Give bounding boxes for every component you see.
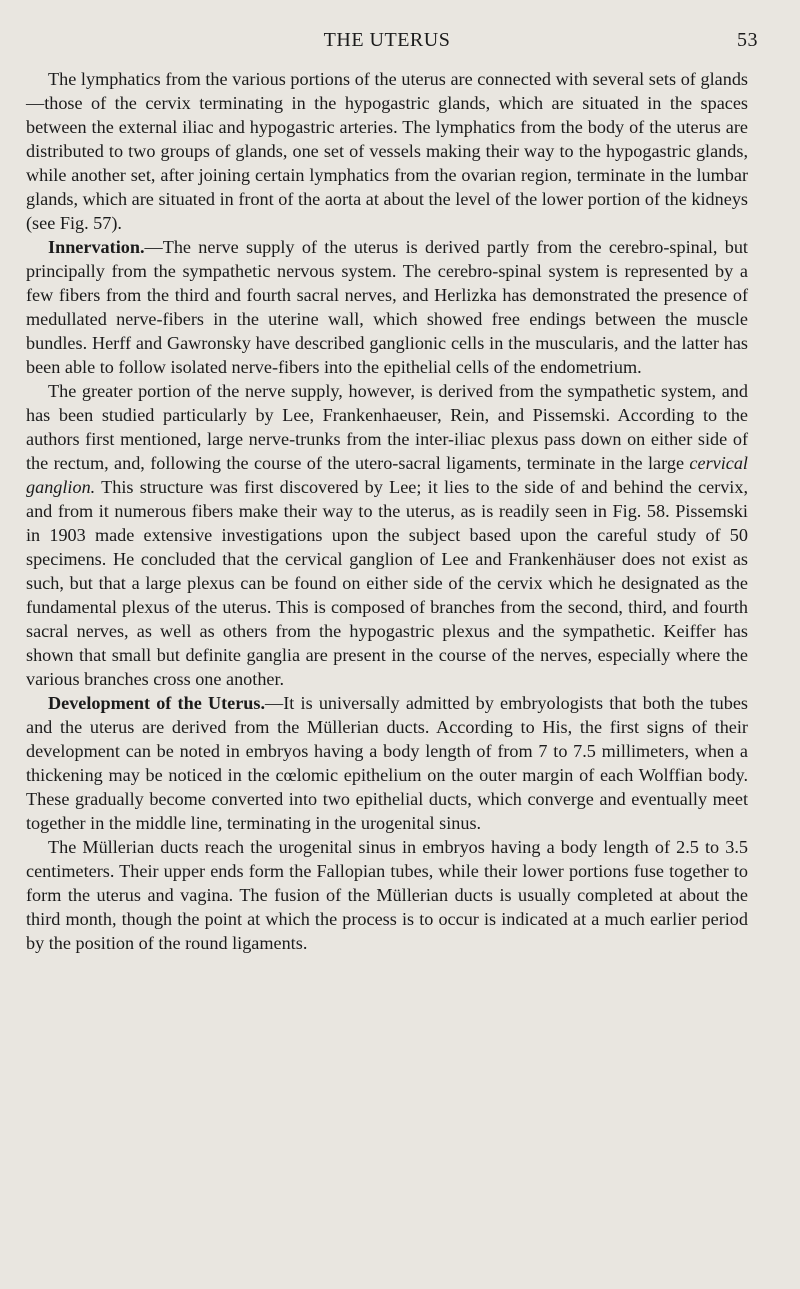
paragraph-text: This structure was first discovered by Lee; it lies to the side of and behind the cervix, and from it numerous fibers make their way to the uterus, as is readily seen in Fig. 58. Pissemski in 1903 made extensive investigations upon the subject based upon the careful study of 50 specimens. He concluded that the cervical ganglion of Lee and Frankenhäuser does not exist as such, but that a large plexus can be found on either side of the cervix which he designated as the fundamental plexus of the uterus. This is composed of branches from the second, third, and fourth sacral nerves, as well as others from the hypogastric plexus and the sympathetic. Keiffer has shown that small but definite ganglia are present in the course of the nerves, especially where the various branches cross one another.	[26, 477, 748, 689]
running-header	[26, 29, 758, 55]
paragraph-text: The greater portion of the nerve supply, however, is derived from the sympathetic system, and has been studied particularly by Lee, Frankenhaeuser, Rein, and Pissemski. According to the authors first mentioned, large nerve-trunks from the inter-iliac plexus pass down on either side of the rectum, and, following the course of the utero-sacral ligaments, terminate in the large	[26, 381, 748, 473]
section-heading-innervation: Innervation.	[48, 237, 145, 257]
section-heading-development: Development of the Uterus.	[48, 693, 266, 713]
paragraph-lymphatics	[26, 67, 748, 235]
paragraph-development	[26, 691, 748, 835]
paragraph-sympathetic	[26, 379, 748, 691]
paragraph-text: —The nerve supply of the uterus is derived partly from the cerebro-spinal, but principally from the sympathetic nervous system. The cerebro-spinal system is represented by a few fibers from the third and fourth sacral nerves, and Herlizka has demonstrated the presence of medullated nerve-fibers in the uterine wall, which showed free endings between the muscle bundles. Herff and Gawronsky have described ganglionic cells in the muscularis, and the latter has been able to follow isolated nerve-fibers into the epithelial cells of the endometrium.	[26, 237, 748, 377]
paragraph-text: —It is universally admitted by embryologists that both the tubes and the uterus are derived from the Müllerian ducts. According to His, the first signs of their development can be noted in embryos having a body length of from 7 to 7.5 millimeters, when a thickening may be noticed in the cœlomic epithelium on the outer margin of each Wolffian body. These gradually become converted into two epithelial ducts, which converge and eventually meet together in the middle line, terminating in the urogenital sinus.	[26, 693, 748, 833]
paragraph-mullerian-ducts	[26, 835, 748, 955]
paragraph-text: The lymphatics from the various portions of the uterus are connected with several sets of glands—those of the cervix terminating in the hypogastric glands, which are situated in the spaces between the external iliac and hypogastric arteries. The lymphatics from the body of the uterus are distributed to two groups of glands, one set of vessels making their way to the hypogastric glands, while another set, after joining certain lymphatics from the ovarian region, terminate in the lumbar glands, which are situated in front of the aorta at about the level of the lower portion of the kidneys (see Fig. 57).	[26, 69, 748, 233]
body-text	[26, 67, 748, 955]
running-title: THE UTERUS	[323, 29, 451, 51]
paragraph-text: The Müllerian ducts reach the urogenital sinus in embryos having a body length of 2.5 to 3.5 centimeters. Their upper ends form the Fallopian tubes, while their lower portions fuse together to form the uterus and vagina. The fusion of the Müllerian ducts is usually completed at about the third month, though the point at which the process is to occur is indicated at a much earlier period by the position of the round ligaments.	[26, 837, 748, 953]
paragraph-innervation	[26, 235, 748, 379]
italic-term-cervical-ganglion: cervical ganglion.	[26, 453, 748, 497]
page-number: 53	[737, 29, 758, 51]
